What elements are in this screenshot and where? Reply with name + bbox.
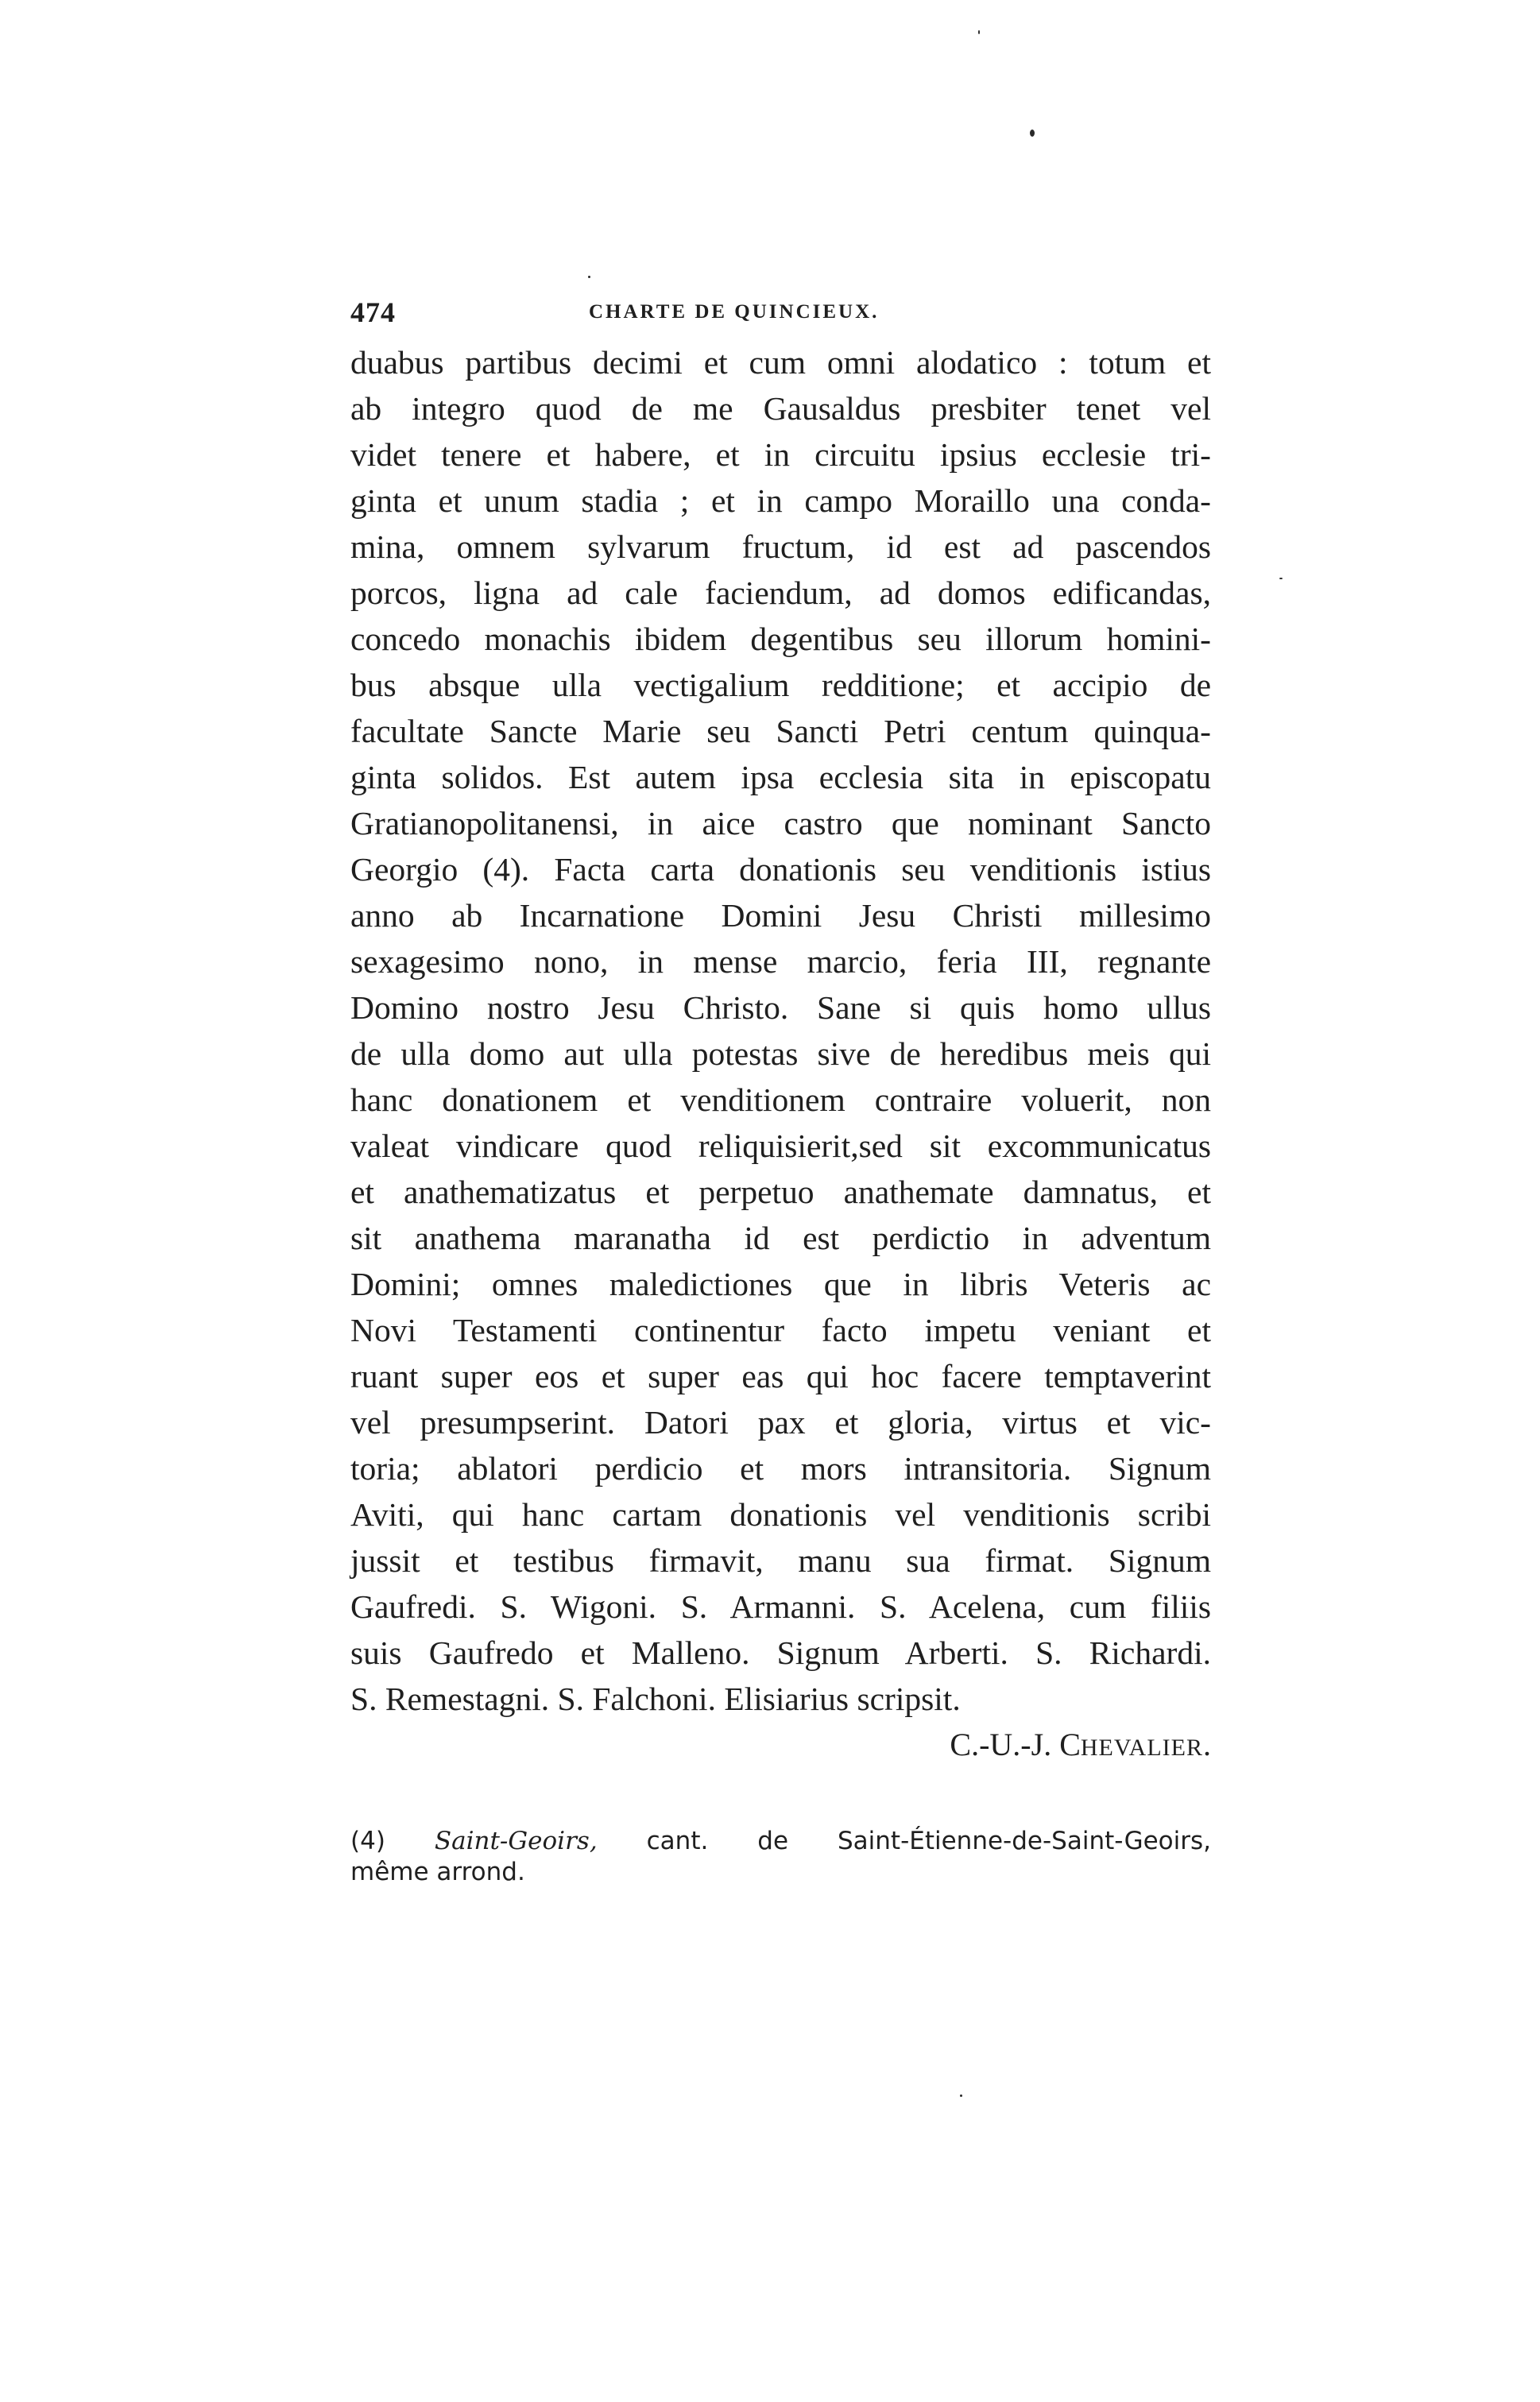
editor-signature <box>811 1722 1211 1771</box>
text-line: Gratianopolitanensi, in aice castro que nominant Sancto <box>350 805 1211 841</box>
text-line: videt tenere et habere, et in circuitu ipsius ecclesie tri- <box>350 436 1211 473</box>
text-line: et anathematizatus et perpetuo anathemate damnatus, et <box>350 1174 1211 1210</box>
signature-initials: C.-U.-J. <box>950 1727 1052 1762</box>
text-line: ginta solidos. Est autem ipsa ecclesia sita in episcopatu <box>350 759 1211 795</box>
scan-speck <box>960 2094 962 2097</box>
text-line: porcos, ligna ad cale faciendum, ad domos edificandas, <box>350 574 1211 611</box>
scan-speck <box>978 30 980 34</box>
footnote-line: même arrond. <box>350 1858 525 1886</box>
text-line: ab integro quod de me Gausaldus presbiter tenet vel <box>350 390 1211 427</box>
text-line: S. Remestagni. S. Falchoni. Elisiarius scripsit. <box>350 1681 961 1717</box>
scan-speck <box>1279 578 1283 579</box>
text-line: Georgio (4). Facta carta donationis seu venditionis istius <box>350 851 1211 888</box>
text-line: sexagesimo nono, in mense marcio, feria III, regnante <box>350 943 1211 980</box>
text-line: Domini; omnes maledictiones que in libris Veteris ac <box>350 1266 1211 1302</box>
text-line: valeat vindicare quod reliquisierit,sed sit excommunicatus <box>350 1128 1211 1164</box>
text-line: Gaufredi. S. Wigoni. S. Armanni. S. Acelena, cum filiis <box>350 1588 1211 1625</box>
text-line: mina, omnem sylvarum fructum, id est ad pascendos <box>350 528 1211 565</box>
text-line: vel presumpserint. Datori pax et gloria, virtus et vic- <box>350 1404 1211 1441</box>
scan-speck <box>1030 130 1035 137</box>
footnote-text: cant. de Saint-Étienne-de-Saint-Geoirs, <box>646 1827 1212 1855</box>
text-line: hanc donationem et venditionem contraire voluerit, non <box>350 1081 1211 1118</box>
text-line: toria; ablatori perdicio et mors intransitoria. Signum <box>350 1450 1211 1487</box>
footnote-line <box>350 1826 1211 1857</box>
text-line: bus absque ulla vectigalium redditione; et accipio de <box>350 667 1211 703</box>
text-line: de ulla domo aut ulla potestas sive de heredibus meis qui <box>350 1035 1211 1072</box>
charter-text <box>350 339 1211 1722</box>
signature-surname-rest: HEVALIER <box>1080 1735 1203 1761</box>
text-line: jussit et testibus firmavit, manu sua firmat. Signum <box>350 1542 1211 1579</box>
signature-period: . <box>1203 1727 1211 1762</box>
text-line: duabus partibus decimi et cum omni alodatico : totum et <box>350 344 1211 381</box>
footnote <box>350 1826 1211 1888</box>
text-line: Aviti, qui hanc cartam donationis vel venditionis scribi <box>350 1496 1211 1533</box>
text-line: Novi Testamenti continentur facto impetu veniant et <box>350 1312 1211 1348</box>
footnote-marker: (4) <box>350 1827 385 1855</box>
footnote-place: Saint-Geoirs, <box>434 1827 598 1855</box>
signature-surname-initial: C <box>1059 1727 1081 1762</box>
text-line: facultate Sancte Marie seu Sancti Petri centum quinqua- <box>350 713 1211 749</box>
text-line: anno ab Incarnatione Domini Jesu Christi millesimo <box>350 897 1211 934</box>
scan-speck <box>588 276 590 278</box>
text-line: suis Gaufredo et Malleno. Signum Arberti. S. Richardi. <box>350 1634 1211 1671</box>
text-line: ginta et unum stadia ; et in campo Moraillo una conda- <box>350 482 1211 519</box>
text-line: ruant super eos et super eas qui hoc facere temptaverint <box>350 1358 1211 1394</box>
text-line: Domino nostro Jesu Christo. Sane si quis homo ullus <box>350 989 1211 1026</box>
text-line: concedo monachis ibidem degentibus seu illorum homini- <box>350 621 1211 657</box>
running-head: CHARTE DE QUINCIEUX. <box>589 301 880 323</box>
page-header <box>350 292 1209 333</box>
text-line: sit anathema maranatha id est perdictio in adventum <box>350 1220 1211 1256</box>
page-number: 474 <box>350 296 396 328</box>
